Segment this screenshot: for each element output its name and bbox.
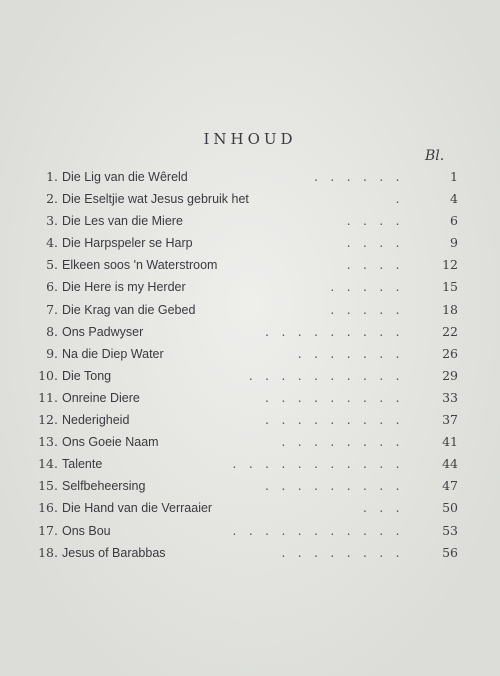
- entry-number: 5.: [46, 257, 58, 273]
- entry-title: Ons Goeie Naam: [62, 435, 159, 450]
- page-column-label: Bl.: [425, 148, 445, 164]
- entry-title: Die Here is my Herder: [62, 280, 186, 295]
- entry-number: 1.: [46, 169, 58, 184]
- contents-heading: INHOUD: [203, 130, 297, 148]
- entry-title: Elkeen soos 'n Waterstroom: [62, 258, 218, 273]
- entry-title: Die Lig van die Wêreld: [62, 170, 188, 184]
- entry-number: 2.: [46, 191, 58, 207]
- entry-page: 12: [442, 257, 458, 273]
- dot-leader: ...: [363, 501, 412, 516]
- table-of-contents: [28, 166, 458, 564]
- toc-entry: [28, 365, 458, 387]
- toc-entry: [28, 299, 458, 321]
- entry-title: Onreine Diere: [62, 390, 140, 405]
- dot-leader: .........: [265, 479, 412, 494]
- toc-entry: [28, 431, 458, 453]
- entry-title: Nederigheid: [62, 413, 130, 428]
- entry-title: Ons Padwyser: [62, 324, 144, 339]
- dot-leader: ...........: [232, 457, 412, 472]
- entry-title: Die Eseltjie wat Jesus gebruik het: [62, 192, 249, 207]
- toc-entry: [28, 520, 458, 542]
- entry-title: Die Hand van die Verraaier: [62, 501, 213, 516]
- entry-title: Die Krag van die Gebed: [62, 302, 196, 317]
- entry-title: Die Tong: [62, 368, 112, 383]
- toc-entry: [28, 497, 458, 519]
- toc-entry: [28, 321, 458, 343]
- entry-number: 17.: [38, 522, 58, 538]
- dot-leader: ....: [346, 236, 412, 251]
- dot-leader: ....: [346, 258, 412, 273]
- toc-entry: [28, 409, 458, 431]
- entry-title: Na die Diep Water: [62, 346, 164, 361]
- entry-page: 56: [442, 544, 458, 560]
- entry-title: Die Les van die Miere: [62, 214, 183, 229]
- dot-leader: .........: [265, 324, 412, 339]
- entry-page: 50: [442, 500, 458, 516]
- toc-entry: [28, 475, 458, 497]
- entry-page: 26: [442, 345, 458, 361]
- entry-title: Ons Bou: [62, 523, 111, 538]
- toc-entry: [28, 542, 458, 564]
- entry-page: 47: [442, 478, 458, 494]
- dot-leader: .........: [265, 390, 412, 405]
- entry-number: 12.: [38, 412, 58, 428]
- entry-number: 3.: [46, 213, 58, 229]
- entry-page: 9: [450, 235, 458, 251]
- toc-entry: [28, 387, 458, 409]
- toc-entry: [28, 254, 458, 276]
- entry-page: 4: [450, 191, 458, 207]
- dot-leader: ....: [346, 214, 412, 229]
- entry-page: 18: [442, 301, 458, 317]
- entry-title: Talente: [62, 457, 103, 472]
- toc-entry: [28, 343, 458, 365]
- entry-title: Selfbeheersing: [62, 479, 146, 494]
- entry-page: 37: [442, 412, 458, 428]
- entry-number: 15.: [38, 478, 58, 494]
- entry-page: 29: [442, 367, 458, 383]
- dot-leader: .....: [330, 280, 412, 295]
- dot-leader: ..........: [248, 368, 412, 383]
- entry-page: 15: [442, 279, 458, 295]
- entry-page: 1: [450, 169, 458, 184]
- entry-number: 16.: [38, 500, 58, 516]
- entry-number: 7.: [46, 301, 58, 317]
- entry-number: 11.: [38, 389, 58, 405]
- entry-number: 18.: [38, 544, 58, 560]
- dot-leader: .......: [297, 346, 412, 361]
- dot-leader: .........: [265, 413, 412, 428]
- entry-title: Die Harpspeler se Harp: [62, 236, 193, 251]
- entry-number: 4.: [46, 235, 58, 251]
- dot-leader: ...........: [232, 523, 412, 538]
- entry-number: 8.: [46, 323, 58, 339]
- entry-number: 10.: [38, 367, 58, 383]
- entry-number: 9.: [46, 345, 58, 361]
- toc-entry: [28, 453, 458, 475]
- dot-leader: .: [395, 192, 412, 207]
- entry-page: 41: [442, 434, 458, 450]
- toc-entry: [28, 166, 458, 188]
- entry-number: 6.: [46, 279, 58, 295]
- entry-number: 14.: [38, 456, 58, 472]
- entry-page: 33: [442, 389, 458, 405]
- dot-leader: ........: [281, 545, 412, 560]
- dot-leader: .....: [330, 302, 412, 317]
- toc-entry: [28, 276, 458, 298]
- entry-page: 53: [442, 522, 458, 538]
- entry-page: 22: [442, 323, 458, 339]
- toc-entry: [28, 210, 458, 232]
- entry-number: 13.: [38, 434, 58, 450]
- dot-leader: ......: [314, 170, 412, 184]
- entry-page: 44: [442, 456, 458, 472]
- toc-entry: [28, 188, 458, 210]
- toc-entry: [28, 232, 458, 254]
- entry-title: Jesus of Barabbas: [62, 545, 166, 560]
- dot-leader: ........: [281, 435, 412, 450]
- entry-page: 6: [450, 213, 458, 229]
